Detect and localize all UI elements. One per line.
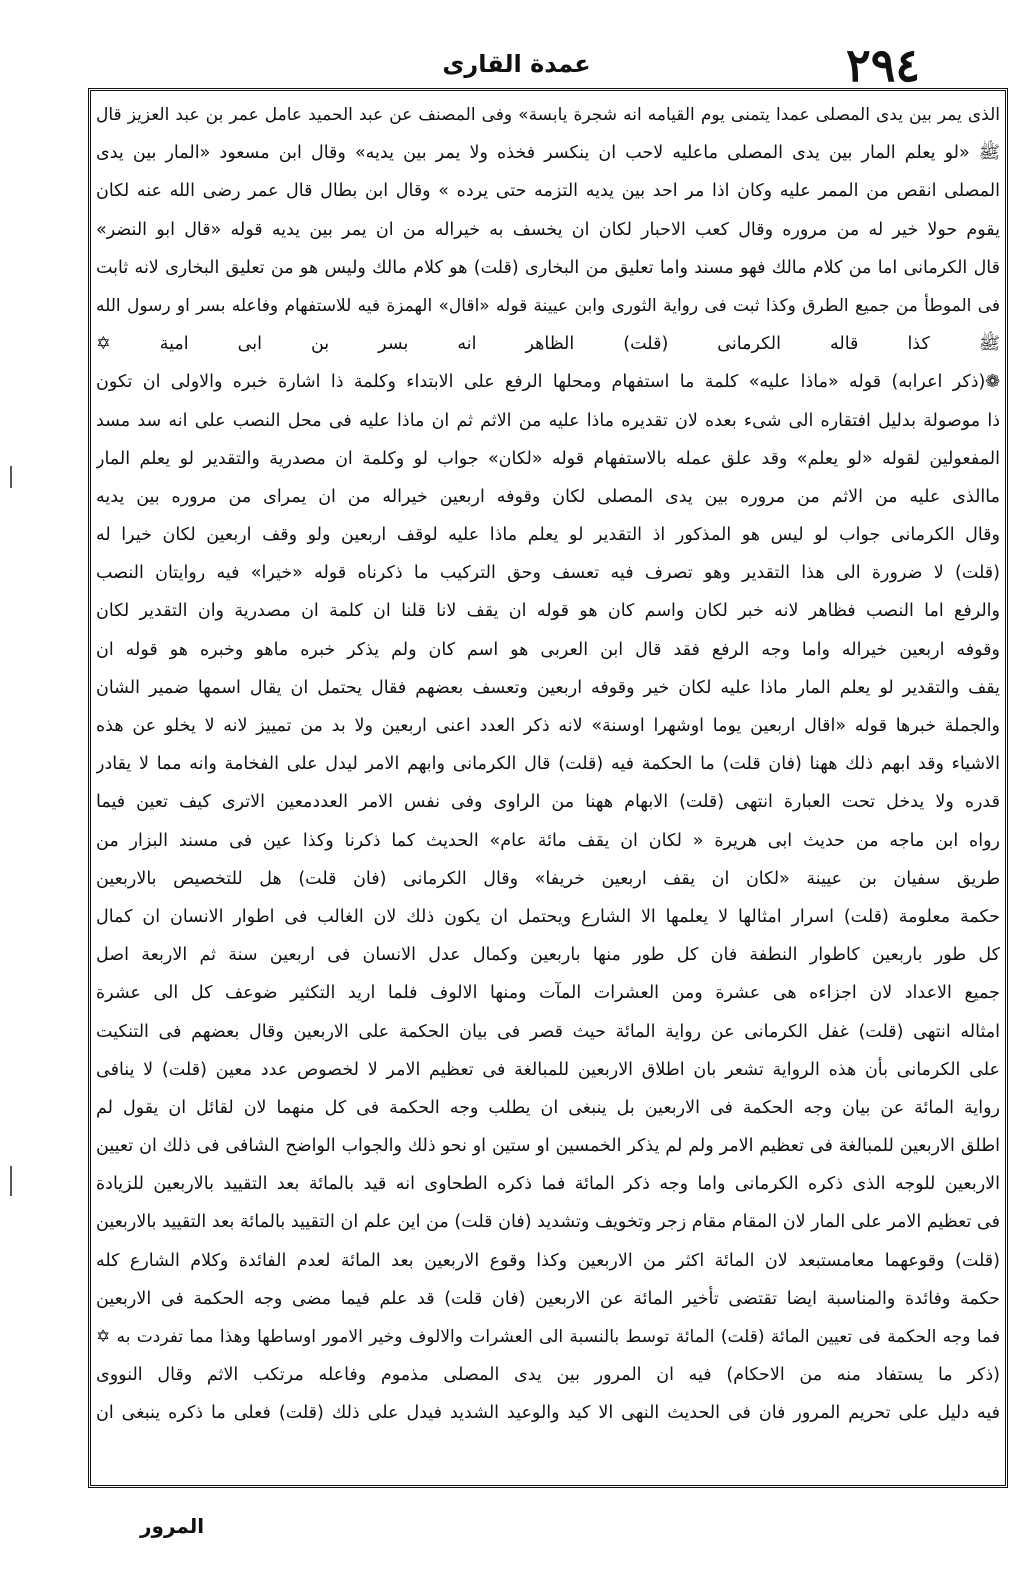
text-line: (قلت) وقوعهما معامستبعد لان المائة اكثر من الاربعين وكذا وقوع الاربعين بعد المائة لعدم الفائدة وكلام الشارع كله [96, 1250, 1000, 1271]
text-line: يقف والتقدير لو يعلم المار ماذا عليه لكان خير وقوفه اربعين وتعسف بعضهم فقال يحتمل ان يقال اسمها ضمير الشان [96, 677, 1000, 698]
text-line: ذا موصولة بدليل افتقاره الى شىء بعده لان تقديره ماذا عليه من الاثم ثم ان ماذا عليه فى محل النصب على انه سد مسد [96, 410, 1000, 431]
text-line: وقوفه اربعين خيراله واما وجه الرفع فقد قال ابن العربى هو اسم كان ولم يذكر خبره ماهو وخبره هو قوله ان [96, 639, 1000, 660]
catchword: المرور [140, 1514, 205, 1538]
text-line: رواه ابن ماجه من حديث ابى هريرة « لكان ان يقف مائة عام» الحديث كما ذكرنا وكذا عين فى مسند البزار من [96, 830, 1000, 851]
text-line: الذى يمر بين يدى المصلى عمدا يتمنى يوم القيامه انه شجرة يابسة» وفى المصنف عن عبد الحميد عامل عمر بن عبد العزيز قال [96, 105, 1000, 125]
text-line: يقوم حولا خير له من مروره وقال كعب الاحبار لكان ان يخسف به خيراله من ان يمر بين يديه قوله «قال ابو النضر» [96, 219, 1000, 240]
text-line: الاشياء وقد ابهم ذلك ههنا (فان قلت) ما الحكمة فيه (قلت) قال الكرمانى وابهم الامر ليدل على الفخامة وانه مما لا يقادر [96, 754, 1000, 775]
text-line: رواية المائة عن بيان وجه الحكمة فى الاربعين بل ينبغى ان يطلب وجه الحكمة فى كل منهما لان لقائل ان يقول لم [96, 1097, 1000, 1118]
text-line: امثاله انتهى (قلت) غفل الكرمانى عن رواية المائة حيث قصر فى بيان الحكمة على الاربعين وقال بعضهم فى التنكيت [96, 1021, 1000, 1042]
text-line: ﷺ كذا قاله الكرمانى (قلت) الظاهر انه بسر بن ابى امية ✡ [96, 334, 1000, 355]
page-header [0, 40, 1033, 90]
text-line: فيه دليل على تحريم المرور فان فى الحديث النهى الا كيد والوعيد الشديد فيدل على ذلك (قلت) فعلى ما ذكره ينبغى ان [96, 1403, 1000, 1424]
text-line: قدره ولا يدخل تحت العبارة انتهى (قلت) الابهام ههنا من الراوى وفى نفس الامر العددمعين الاترى كيف تعين فيما [96, 792, 1000, 813]
text-line: ❁(ذكر اعرابه) قوله «ماذا عليه» كلمة ما استفهام ومحلها الرفع على الابتداء وكلمة ذا اشارة خبره والاولى ان تكون [96, 372, 1000, 393]
text-line: وقال الكرمانى جواب لو ليس هو المذكور اذ التقدير لو يعلم ماذا عليه لوقف اربعين ولو وقف اربعين لكان خيرا له [96, 525, 1000, 546]
text-line: والرفع اما النصب فظاهر لانه خبر لكان واسم كان هو قوله ان يقف لانا قلنا ان كلمة ان مصدرية وان التقدير لكان [96, 601, 1000, 622]
text-line: فى تعظيم الامر على المار لان المقام مقام زجر وتخويف وتشديد (فان قلت) من اين علم ان التقييد بالمائة بعد التقييد بالاربعين [96, 1212, 1000, 1233]
page-number: ٢٩٤ [846, 38, 921, 92]
text-line: ماالذى عليه من الاثم من مروره بين يدى المصلى لكان وقوفه اربعين خيراله من ان يمراى من مروره بين يديه [96, 486, 1000, 507]
margin-mark-top [10, 466, 12, 488]
text-line: ﷺ «لو يعلم المار بين يدى المصلى ماعليه لاحب ان ينكسر فخذه ولا يمر بين يديه» وقال ابن مسعود «المار بين يدى [96, 143, 1000, 164]
text-line: على الكرمانى بأن هذه الرواية تشعر بان اطلاق الاربعين للمبالغة فى تعظيم الامر لا لخصوص عدد معين (قلت) لا ينافى [96, 1059, 1000, 1080]
text-line: حكمة معلومة (قلت) اسرار امثالها لا يعلمها الا الشارع ويحتمل ان يكون ذلك لان الغالب فى اطوار الانسان ان كمال [96, 906, 1000, 927]
text-line: اطلق الاربعين للمبالغة فى تعظيم الامر ولم لم يذكر الخمسين او ستين او نحو ذلك والجواب الواضح الشافى فى ذلك ان تعيين [96, 1136, 1000, 1157]
text-line: والجملة خبرها قوله «اقال اربعين يوما اوشهرا اوسنة» لانه ذكر العدد اعنى اربعين ولا بد من تمييز لانه لا يخلو عن هذه [96, 716, 1000, 736]
text-line: الاربعين للوجه الذى ذكره الكرمانى واما وجه ذكر المائة فما ذكره الطحاوى انه قيد بالمائة بعد التقييد بالاربعين للزيادة [96, 1174, 1000, 1195]
text-line: المفعولين لقوله «لو يعلم» وقد علق عمله بالاستفهام قوله «لكان» جواب لو وكلمة ان مصدرية والتقدير لو يعلم المار [96, 448, 1000, 469]
text-line: كل طور باربعين كاطوار النطفة فان كل طور منها باربعين وكمال عدل الانسان فى اربعين سنة ثم الاربعة اصل [96, 945, 1000, 966]
text-line: فما وجه الحكمة فى تعيين المائة (قلت) المائة توسط بالنسبة الى العشرات والالوف وخير الامور اوساطها وهذا مما تفردت به ✡ [96, 1327, 1000, 1347]
text-line: (ذكر ما يستفاد منه من الاحكام) فيه ان المرور بين يدى المصلى مذموم وفاعله مرتكب الاثم وقال النووى [96, 1365, 1000, 1386]
margin-mark-bottom [10, 1166, 12, 1196]
running-title: عمدة القارى [442, 50, 591, 78]
text-line: (قلت) لا ضرورة الى هذا التقدير وهو تصرف فيه تعسف وحق التركيب ما ذكرناه قوله «خيرا» فيه روايتان النصب [96, 563, 1000, 584]
text-line: جميع الاعداد لان اجزاءه هى عشرة ومن العشرات المآت ومنها الالوف فلما اريد التكثير ضوعف كل الى عشرة [96, 983, 1000, 1004]
text-line: المصلى انقص من الممر عليه وكان اذا مر احد بين يديه التزمه حتى يرده » وقال ابن بطال قال عمر رضى الله عنه لكان [96, 181, 1000, 202]
text-line: قال الكرمانى اما من كلام مالك فهو مسند واما تعليق من البخارى (قلت) هو كلام مالك وليس هو من تعليق البخارى لانه ثابت [96, 257, 1000, 278]
text-line: فى الموطأ من جميع الطرق وكذا ثبت فى رواية الثورى وابن عيينة قوله «اقال» الهمزة فيه للاستفهام وفاعله بسر او رسول الله [96, 295, 1000, 316]
text-line: حكمة وفائدة والمناسبة ايضا تقتضى تأخير المائة عن الاربعين (فان قلت) قد علم فيما مضى وجه الحكمة فى الاربعين [96, 1288, 1000, 1309]
body-text [96, 96, 1000, 1433]
text-line: طريق سفيان بن عيينة «لكان ان يقف اربعين خريفا» وقال الكرمانى (فان قلت) هل للتخصيص بالاربعين [96, 868, 1000, 889]
